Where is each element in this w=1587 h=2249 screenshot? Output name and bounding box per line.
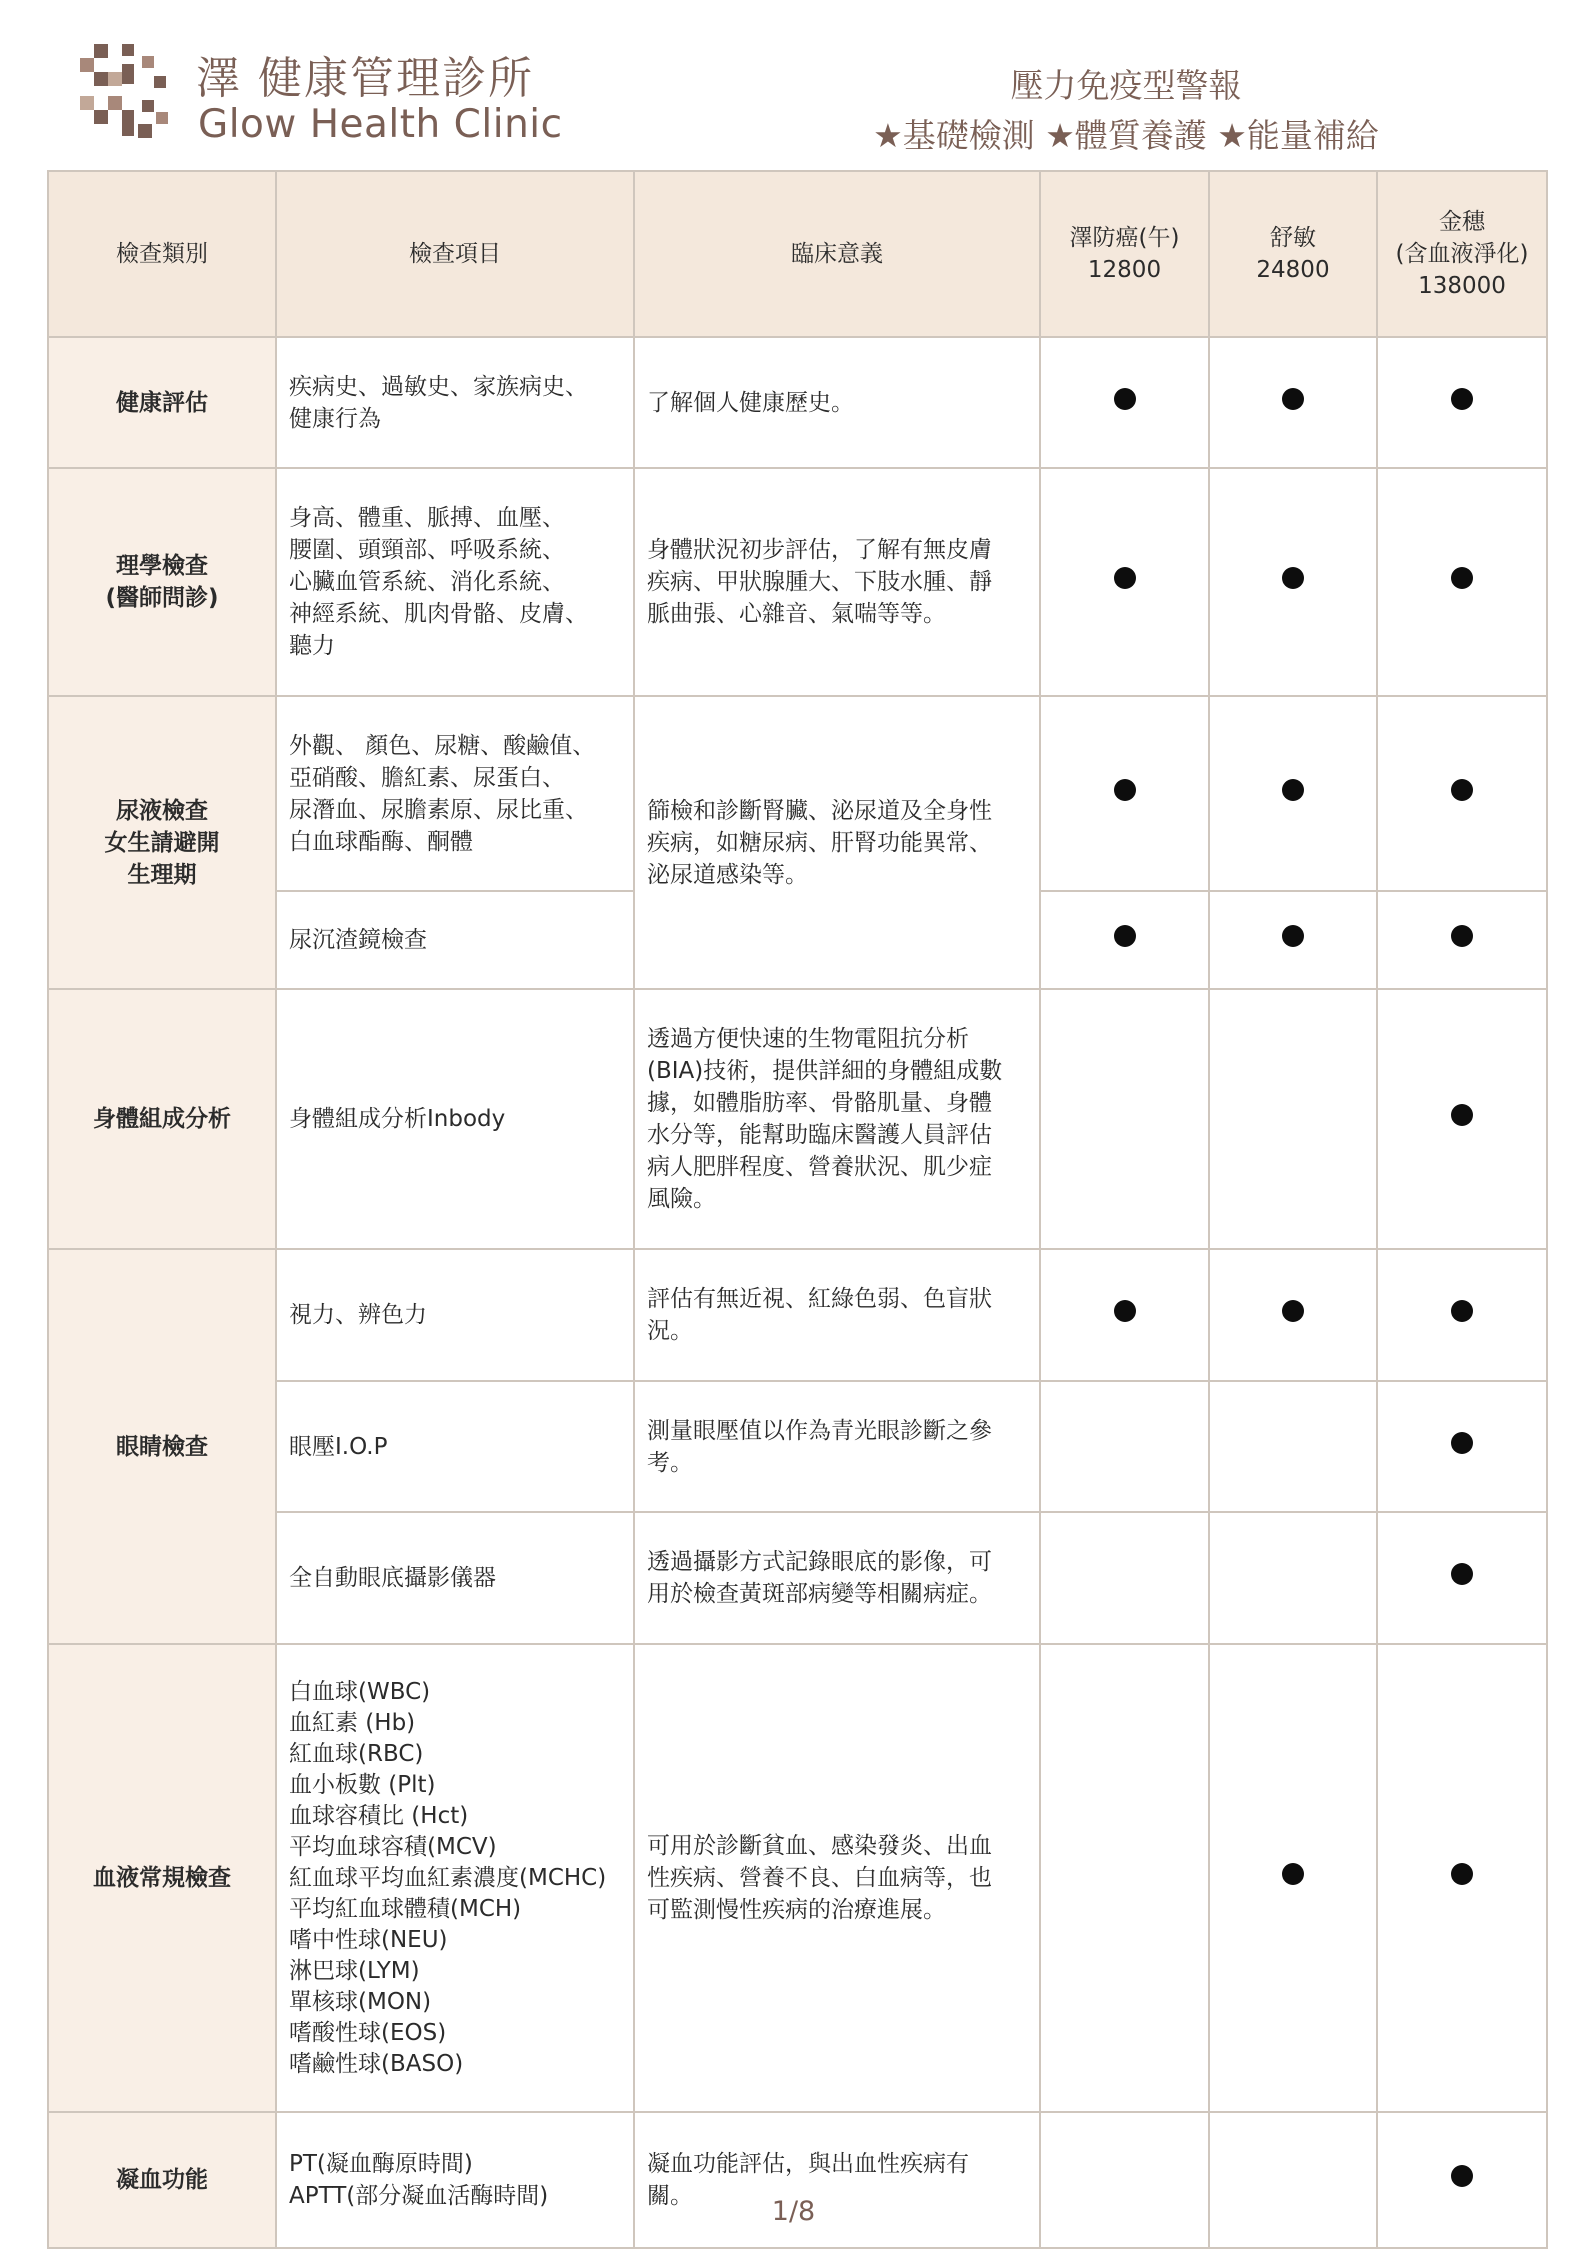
meaning-cell: 透過攝影方式記錄眼底的影像，可 用於檢查黃斑部病變等相關病症。 — [634, 1512, 1040, 1644]
item-cell: 身高、體重、脈搏、血壓、 腰圍、頭頸部、呼吸系統、 心臟血管系統、消化系統、 神經系統、肌肉骨骼、皮膚、 聽力 — [276, 468, 634, 696]
included-dot-icon — [1282, 779, 1304, 801]
table-header-row — [48, 171, 1547, 337]
page-number: 1/8 — [771, 2196, 816, 2227]
brand-name-english: Glow Health Clinic — [198, 102, 563, 147]
included-cell — [1377, 337, 1547, 468]
empty-cell — [1040, 1381, 1209, 1512]
included-dot-icon — [1282, 388, 1304, 410]
included-cell — [1040, 337, 1209, 468]
header-plan-1: 澤防癌(午) 12800 — [1040, 171, 1209, 337]
included-cell — [1377, 1512, 1547, 1644]
included-cell — [1377, 1644, 1547, 2112]
item-cell: PT(凝血酶原時間) APTT(部分凝血活酶時間) — [276, 2112, 634, 2248]
empty-cell — [1209, 1381, 1377, 1512]
meaning-cell: 透過方便快速的生物電阻抗分析 (BIA)技術，提供詳細的身體組成數 據，如體脂肪率、骨骼肌量、身體 水分等，能幫助臨床醫護人員評估 病人肥胖程度、營養狀況、肌少症 風險。 — [634, 989, 1040, 1249]
included-dot-icon — [1451, 1863, 1473, 1885]
clinic-logo-icon — [72, 36, 180, 152]
category-cell: 血液常規檢查 — [48, 1644, 276, 2112]
included-dot-icon — [1451, 1563, 1473, 1585]
included-cell — [1377, 1381, 1547, 1512]
empty-cell — [1040, 1644, 1209, 2112]
category-cell: 身體組成分析 — [48, 989, 276, 1249]
included-dot-icon — [1282, 567, 1304, 589]
item-cell: 尿沉渣鏡檢查 — [276, 891, 634, 989]
included-cell — [1040, 468, 1209, 696]
header-meaning: 臨床意義 — [634, 171, 1040, 337]
included-dot-icon — [1282, 925, 1304, 947]
meaning-cell: 可用於診斷貧血、感染發炎、出血 性疾病、營養不良、白血病等，也 可監測慢性疾病的治療進展。 — [634, 1644, 1040, 2112]
category-cell: 理學檢查 (醫師問診) — [48, 468, 276, 696]
included-dot-icon — [1451, 567, 1473, 589]
included-dot-icon — [1114, 779, 1136, 801]
package-title: 壓力免疫型警報 — [1010, 66, 1242, 105]
category-cell: 凝血功能 — [48, 2112, 276, 2248]
package-tags: ★基礎檢測 ★體質養護 ★能量補給 — [873, 116, 1379, 155]
empty-cell — [1040, 2112, 1209, 2248]
included-dot-icon — [1282, 1863, 1304, 1885]
included-dot-icon — [1114, 925, 1136, 947]
included-dot-icon — [1451, 388, 1473, 410]
empty-cell — [1209, 1512, 1377, 1644]
meaning-cell: 身體狀況初步評估，了解有無皮膚 疾病、甲狀腺腫大、下肢水腫、靜 脈曲張、心雜音、氣喘等等。 — [634, 468, 1040, 696]
included-cell — [1209, 1644, 1377, 2112]
included-dot-icon — [1451, 2165, 1473, 2187]
included-dot-icon — [1114, 388, 1136, 410]
table-row — [48, 468, 1547, 696]
included-dot-icon — [1451, 779, 1473, 801]
table-row — [48, 2112, 1547, 2248]
meaning-cell: 評估有無近視、紅綠色弱、色盲狀 況。 — [634, 1249, 1040, 1381]
included-cell — [1377, 2112, 1547, 2248]
meaning-cell: 測量眼壓值以作為青光眼診斷之參 考。 — [634, 1381, 1040, 1512]
included-cell — [1040, 696, 1209, 891]
category-cell: 健康評估 — [48, 337, 276, 468]
category-cell: 尿液檢查 女生請避開 生理期 — [48, 696, 276, 989]
included-cell — [1209, 1249, 1377, 1381]
empty-cell — [1209, 2112, 1377, 2248]
included-cell — [1209, 696, 1377, 891]
header-category: 檢查類別 — [48, 171, 276, 337]
meaning-cell: 篩檢和診斷腎臟、泌尿道及全身性 疾病，如糖尿病、肝腎功能異常、 泌尿道感染等。 — [634, 696, 1040, 989]
item-cell: 身體組成分析Inbody — [276, 989, 634, 1249]
included-cell — [1377, 989, 1547, 1249]
item-cell: 疾病史、過敏史、家族病史、 健康行為 — [276, 337, 634, 468]
included-cell — [1377, 468, 1547, 696]
included-dot-icon — [1451, 1300, 1473, 1322]
included-cell — [1040, 1249, 1209, 1381]
included-cell — [1209, 468, 1377, 696]
item-cell: 外觀、 顏色、尿糖、酸鹼值、 亞硝酸、膽紅素、尿蛋白、 尿潛血、尿膽素原、尿比重、 白血球酯酶、酮體 — [276, 696, 634, 891]
empty-cell — [1040, 989, 1209, 1249]
table-row — [48, 696, 1547, 891]
table-row — [48, 989, 1547, 1249]
item-cell: 視力、辨色力 — [276, 1249, 634, 1381]
included-cell — [1209, 337, 1377, 468]
included-cell — [1377, 696, 1547, 891]
included-dot-icon — [1114, 567, 1136, 589]
empty-cell — [1040, 1512, 1209, 1644]
included-dot-icon — [1451, 1432, 1473, 1454]
header-plan-2: 舒敏 24800 — [1209, 171, 1377, 337]
item-cell: 眼壓I.O.P — [276, 1381, 634, 1512]
table-row — [48, 1249, 1547, 1381]
header-plan-3: 金穗 (含血液淨化) 138000 — [1377, 171, 1547, 337]
meaning-cell: 了解個人健康歷史。 — [634, 337, 1040, 468]
included-cell — [1377, 891, 1547, 989]
included-dot-icon — [1451, 925, 1473, 947]
table-row — [48, 337, 1547, 468]
included-cell — [1040, 891, 1209, 989]
empty-cell — [1209, 989, 1377, 1249]
included-dot-icon — [1282, 1300, 1304, 1322]
item-cell: 白血球(WBC) 血紅素 (Hb) 紅血球(RBC) 血小板數 (Plt) 血球容積比 (Hct) 平均血球容積(MCV) 紅血球平均血紅素濃度(MCHC) 平均紅血球體積(MCH) 嗜中性球(NEU) 淋巴球(LYM) 單核球(MON) 嗜酸性球(EOS) 嗜鹼性球(BASO) — [276, 1644, 634, 2112]
category-cell: 眼睛檢查 — [48, 1249, 276, 1644]
table-row — [48, 1644, 1547, 2112]
included-dot-icon — [1451, 1104, 1473, 1126]
item-cell: 全自動眼底攝影儀器 — [276, 1512, 634, 1644]
brand-name-chinese: 澤 健康管理診所 — [196, 53, 534, 104]
header-item: 檢查項目 — [276, 171, 634, 337]
meaning-cell: 凝血功能評估，與出血性疾病有 關。 — [634, 2112, 1040, 2248]
included-cell — [1209, 891, 1377, 989]
included-dot-icon — [1114, 1300, 1136, 1322]
included-cell — [1377, 1249, 1547, 1381]
checkup-table — [47, 170, 1548, 2249]
